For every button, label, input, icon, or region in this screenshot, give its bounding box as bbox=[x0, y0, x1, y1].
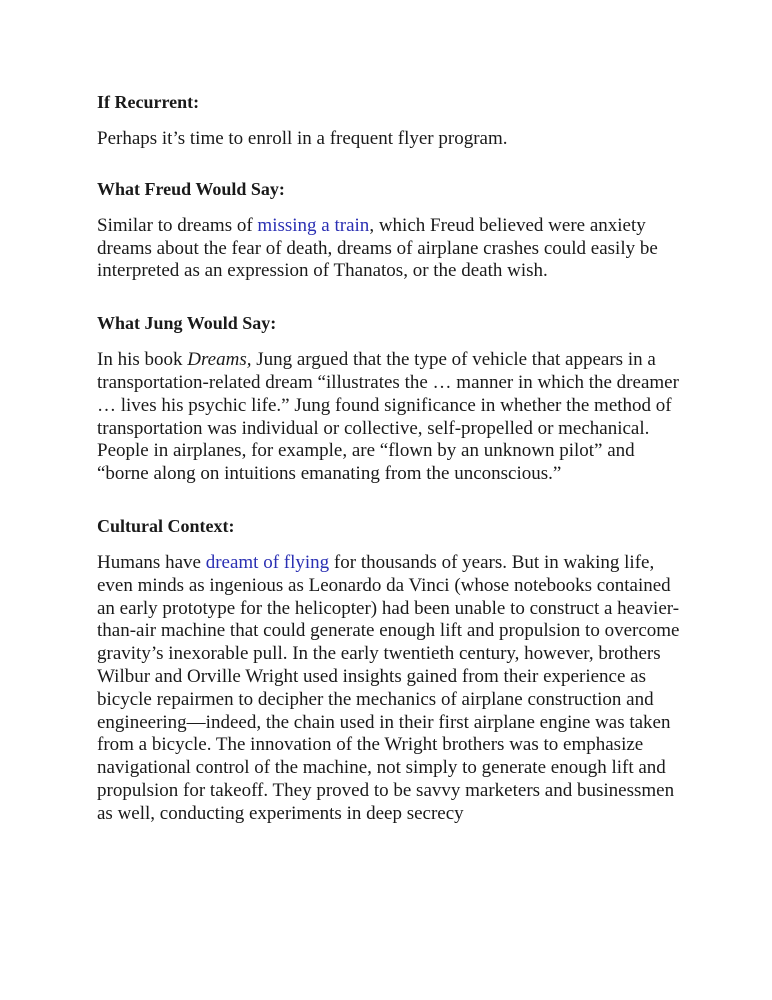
document-page bbox=[97, 90, 682, 826]
paragraph-text: Similar to dreams of bbox=[97, 214, 258, 236]
section-heading-jung: What Jung Would Say: bbox=[97, 313, 277, 334]
section-paragraph-jung bbox=[97, 349, 682, 486]
dreamt-of-flying-link[interactable]: dreamt of flying bbox=[205, 551, 330, 573]
paragraph-text: , which Freud believed were anxiety dreams about the fear of death, dreams of airplane crashes could easily be interpreted as an expression of Thanatos, or the death wish. bbox=[97, 214, 658, 282]
paragraph-text: Humans have bbox=[97, 551, 206, 573]
paragraph-text: In his book bbox=[97, 349, 188, 371]
section-paragraph-freud bbox=[97, 215, 682, 283]
missing-a-train-link[interactable]: missing a train bbox=[257, 214, 370, 236]
section-paragraph-if-recurrent: Perhaps it’s time to enroll in a frequent flyer program. bbox=[97, 128, 508, 149]
paragraph-text: Jung argued that the type of vehicle that appears in a transportation-related dream “illustrates the … manner in which the dreamer … lives his psychic life.” Jung found significance in whether the method of transportation was individual or collective, self-propelled or mechanical. People in airplanes, for example, are “flown by an unknown pilot” and “borne along on intuitions emanating from the unconscious.” bbox=[97, 349, 679, 485]
section-heading-if-recurrent: If Recurrent: bbox=[97, 92, 200, 112]
section-heading-freud: What Freud Would Say: bbox=[97, 178, 285, 199]
paragraph-text: for thousands of years. But in waking life, even minds as ingenious as Leonardo da Vinci (whose notebooks contained an early prototype for the helicopter) had been unable to construct a heavier-than-air machine that could generate enough lift and propulsion to overcome gravity’s inexorable pull. In the early twentieth century, however, brothers Wilbur and Orville Wright used insights gained from their experience as bicycle repairmen to decipher the mechanics of airplane construction and engineering—indeed, the chain used in their first airplane engine was taken from a bicycle. The innovation of the Wright brothers was to emphasize navigational control of the machine, not simply to generate enough lift and propulsion for takeoff. They proved to be savvy marketers and businessmen as well, conducting experiments in deep secrecy bbox=[97, 551, 680, 824]
section-heading-cultural-context: Cultural Context: bbox=[97, 515, 235, 536]
section-paragraph-cultural-context bbox=[97, 552, 682, 826]
book-title-dreams: Dreams, bbox=[187, 349, 252, 371]
